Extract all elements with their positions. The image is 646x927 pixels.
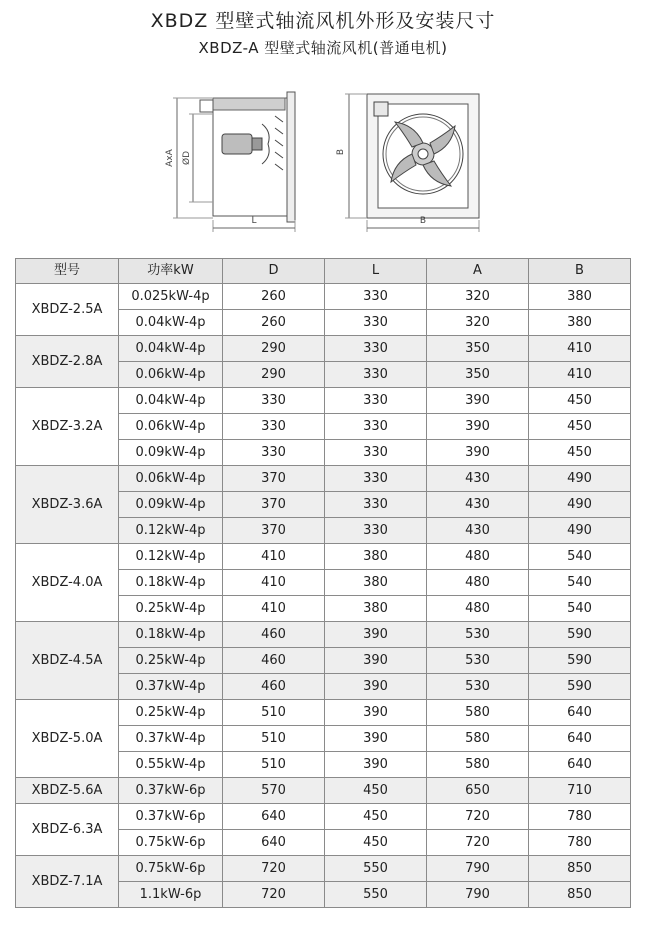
terminal-box-front [374,102,388,116]
cell-b: 710 [529,778,631,804]
cell-b: 780 [529,830,631,856]
cell-l: 330 [325,518,427,544]
table-row [16,388,631,414]
table-row [16,804,631,830]
label-l: L [251,216,257,226]
cell-b: 380 [529,284,631,310]
cell-b: 450 [529,388,631,414]
header-power: 功率kW [119,259,223,284]
header-a: A [427,259,529,284]
cell-b: 540 [529,544,631,570]
cell-power: 0.37kW-4p [119,674,223,700]
cell-b: 540 [529,570,631,596]
cell-l: 390 [325,648,427,674]
cell-d: 570 [223,778,325,804]
cell-a: 430 [427,466,529,492]
cell-l: 390 [325,726,427,752]
cell-model: XBDZ-3.2A [16,388,119,466]
cell-power: 0.06kW-4p [119,414,223,440]
cell-a: 390 [427,388,529,414]
cell-d: 640 [223,804,325,830]
cell-a: 580 [427,752,529,778]
cell-a: 650 [427,778,529,804]
cell-d: 370 [223,466,325,492]
cell-l: 450 [325,804,427,830]
cell-l: 390 [325,752,427,778]
spec-table-header [16,259,631,284]
cell-model: XBDZ-4.0A [16,544,119,622]
cell-power: 0.37kW-4p [119,726,223,752]
cell-d: 370 [223,492,325,518]
cell-a: 480 [427,544,529,570]
cell-power: 0.25kW-4p [119,700,223,726]
cell-l: 330 [325,440,427,466]
cell-a: 530 [427,622,529,648]
cell-power: 0.06kW-4p [119,466,223,492]
cell-d: 460 [223,622,325,648]
cell-d: 330 [223,440,325,466]
table-row [16,622,631,648]
cell-b: 850 [529,856,631,882]
cell-d: 290 [223,362,325,388]
motor-body [222,134,252,154]
cell-l: 330 [325,414,427,440]
cell-power: 0.06kW-4p [119,362,223,388]
cell-l: 330 [325,310,427,336]
cell-b: 640 [529,726,631,752]
table-row [16,336,631,362]
cell-a: 790 [427,882,529,908]
cell-d: 370 [223,518,325,544]
cell-d: 510 [223,726,325,752]
cell-l: 330 [325,336,427,362]
cell-b: 380 [529,310,631,336]
cell-power: 0.12kW-4p [119,518,223,544]
cell-b: 490 [529,492,631,518]
cell-a: 320 [427,310,529,336]
cell-power: 0.25kW-4p [119,648,223,674]
header-model: 型号 [16,259,119,284]
terminal-box [200,100,213,112]
cell-model: XBDZ-5.0A [16,700,119,778]
cell-d: 720 [223,882,325,908]
fan-dimension-drawing [0,80,646,240]
cell-l: 330 [325,492,427,518]
label-b-horizontal: B [419,216,427,226]
cell-a: 530 [427,648,529,674]
cell-l: 330 [325,466,427,492]
cell-a: 580 [427,726,529,752]
cell-b: 780 [529,804,631,830]
page-title: XBDZ 型壁式轴流风机外形及安装尺寸 [150,10,496,32]
cell-d: 330 [223,388,325,414]
table-row [16,778,631,804]
cell-a: 430 [427,518,529,544]
cell-power: 0.18kW-4p [119,622,223,648]
cell-power: 0.12kW-4p [119,544,223,570]
cell-power: 0.04kW-4p [119,388,223,414]
header-l: L [325,259,427,284]
cell-l: 390 [325,700,427,726]
cell-model: XBDZ-4.5A [16,622,119,700]
cell-l: 550 [325,882,427,908]
cell-d: 510 [223,700,325,726]
cell-b: 450 [529,440,631,466]
cell-d: 290 [223,336,325,362]
cell-a: 480 [427,570,529,596]
cell-model: XBDZ-7.1A [16,856,119,908]
cell-d: 460 [223,674,325,700]
label-axa: AxA [165,149,175,167]
cell-l: 450 [325,830,427,856]
cell-model: XBDZ-2.8A [16,336,119,388]
cell-l: 550 [325,856,427,882]
cell-d: 640 [223,830,325,856]
cell-l: 330 [325,284,427,310]
cell-l: 380 [325,596,427,622]
label-phi-d: ØD [182,150,192,166]
cell-power: 0.37kW-6p [119,804,223,830]
cell-l: 390 [325,622,427,648]
cell-d: 460 [223,648,325,674]
cell-d: 330 [223,414,325,440]
louvers [275,116,283,170]
cell-d: 720 [223,856,325,882]
cell-l: 380 [325,570,427,596]
cell-b: 490 [529,518,631,544]
cell-model: XBDZ-5.6A [16,778,119,804]
front-view [345,94,479,232]
cell-d: 410 [223,544,325,570]
table-row [16,544,631,570]
cell-model: XBDZ-3.6A [16,466,119,544]
cell-b: 590 [529,648,631,674]
cell-d: 260 [223,284,325,310]
cell-l: 330 [325,362,427,388]
cell-l: 450 [325,778,427,804]
cell-model: XBDZ-2.5A [16,284,119,336]
cell-a: 430 [427,492,529,518]
cell-a: 350 [427,362,529,388]
cell-l: 380 [325,544,427,570]
cell-a: 790 [427,856,529,882]
table-row [16,284,631,310]
motor-cover [213,98,285,110]
cell-b: 850 [529,882,631,908]
table-row [16,856,631,882]
cell-a: 350 [427,336,529,362]
cell-power: 0.025kW-4p [119,284,223,310]
spec-table [15,258,631,908]
page-subtitle: XBDZ-A 型壁式轴流风机(普通电机) [198,39,448,57]
cell-l: 330 [325,388,427,414]
header-d: D [223,259,325,284]
spec-table-body [16,284,631,908]
cell-a: 720 [427,830,529,856]
cell-b: 590 [529,622,631,648]
cell-a: 320 [427,284,529,310]
label-b-vertical: B [336,148,346,156]
cell-b: 450 [529,414,631,440]
cell-d: 510 [223,752,325,778]
cell-a: 580 [427,700,529,726]
cell-power: 0.37kW-6p [119,778,223,804]
cell-power: 0.25kW-4p [119,596,223,622]
cell-a: 390 [427,440,529,466]
cell-power: 1.1kW-6p [119,882,223,908]
cell-power: 0.18kW-4p [119,570,223,596]
motor-hub [252,138,262,150]
cell-b: 640 [529,700,631,726]
cell-b: 410 [529,362,631,388]
cell-b: 540 [529,596,631,622]
cell-a: 390 [427,414,529,440]
header-b: B [529,259,631,284]
side-view-frame [213,98,295,216]
wall-plate [287,92,295,222]
cell-power: 0.04kW-4p [119,336,223,362]
cell-a: 530 [427,674,529,700]
cell-d: 260 [223,310,325,336]
cell-d: 410 [223,570,325,596]
cell-d: 410 [223,596,325,622]
cell-power: 0.55kW-4p [119,752,223,778]
cell-b: 640 [529,752,631,778]
cell-a: 720 [427,804,529,830]
cell-power: 0.09kW-4p [119,492,223,518]
table-row [16,700,631,726]
cell-power: 0.09kW-4p [119,440,223,466]
cell-b: 490 [529,466,631,492]
cell-power: 0.75kW-6p [119,856,223,882]
cell-power: 0.04kW-4p [119,310,223,336]
side-blade [262,124,269,164]
cell-a: 480 [427,596,529,622]
cell-model: XBDZ-6.3A [16,804,119,856]
cell-b: 590 [529,674,631,700]
cell-b: 410 [529,336,631,362]
cell-power: 0.75kW-6p [119,830,223,856]
table-row [16,466,631,492]
cell-l: 390 [325,674,427,700]
